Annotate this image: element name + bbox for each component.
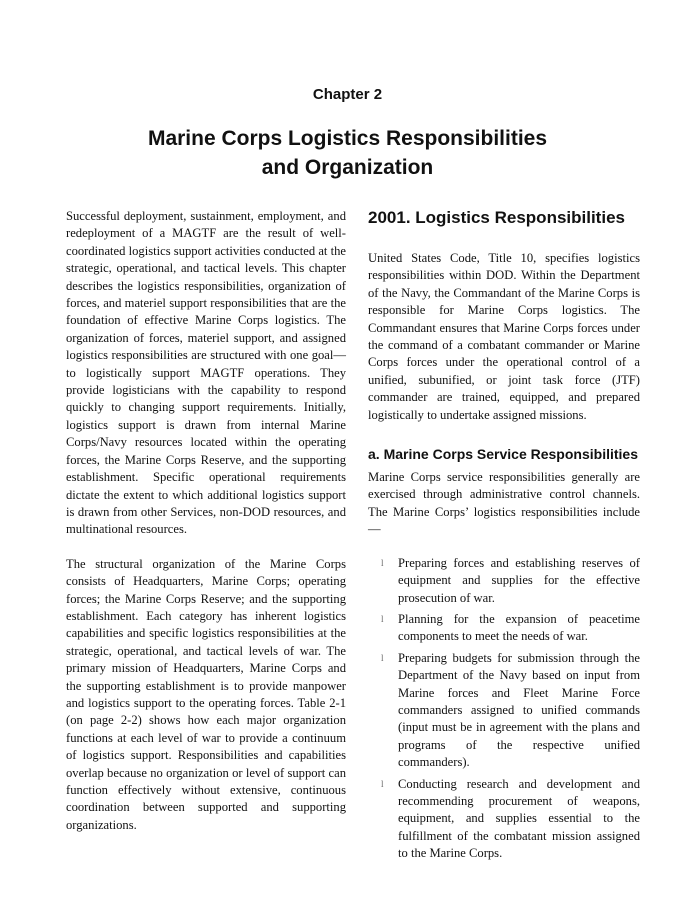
section-paragraph: United States Code, Title 10, specifies logistics responsibilities within DOD. Within the Department of the Navy, the Commandant of the Marine Corps is responsible for Marine Corps logistics. The Commandant ensures that Marine Corps forces under the command of a combatant commander or Marine Corps forces under the operational control of a unified, subunified, or joint task force (JTF) commander are trained, equipped, and prepared logistically to undertake assigned missions. (368, 251, 640, 422)
list-item (368, 650, 640, 772)
list-item (368, 611, 640, 646)
bullet-icon: l (381, 652, 384, 663)
list-item (368, 776, 640, 863)
subsection-paragraph: Marine Corps service responsibilities generally are exercised through administrative control channels. The Marine Corps’ logistics responsibilities include— (368, 470, 640, 537)
organization-paragraph: The structural organization of the Marine Corps consists of Headquarters, Marine Corps; operating forces; the Marine Corps Reserve; and the supporting establishment. Each category has inherent logistics capabilities and specific logistics responsibilities at the strategic, operational, and tactical levels of war. The primary mission of Headquarters, Marine Corps and the supporting establishment is to provide manpower and logistics support to the operating forces. Table 2-1 (on page 2-2) shows how each major organization functions at each level of war to provide a continuum of logistics support. Responsibilities and capabilities overlap because no organization or level of support can function effectively without extensive, continuous coordination between supported and supporting organizations. (66, 556, 346, 832)
responsibilities-list (368, 555, 640, 863)
list-item (368, 555, 640, 607)
list-item-text: Preparing forces and establishing reserves of equipment and supplies for the effective prosecution of war. (398, 555, 640, 605)
list-item-text: Conducting research and development and recommending procurement of weapons, equipment, and supplies essential to the fulfillment of the combatant mission assigned to the Marine Corps. (398, 776, 640, 861)
intro-paragraph: Successful deployment, sustainment, employment, and redeployment of a MAGTF are the result of well-coordinated logistics support activities conducted at the strategic, operational, and tactical levels. This chapter describes the logistics responsibilities, organization of forces, and materiel support responsibilities that are the foundation of effective Marine Corps logistics. The organization of forces, materiel support, and assigned logistics responsibilities are structured with one goal—to logistically support MAGTF operations. They provide logisticians with the capability to respond quickly to changing support requirements. Initially, logistics support is drawn from internal Marine Corps/Navy resources located within the operating forces, the Marine Corps Reserve, and the supporting establishment. Specific operational requirements dictate the extent to which additional logistics support is drawn from other Services, non-DOD resources, and multinational resources. (66, 209, 346, 537)
left-column (66, 208, 346, 834)
chapter-title-line-1: Marine Corps Logistics Responsibilities (147, 127, 548, 150)
chapter-title-line-2: and Organization (261, 156, 434, 179)
list-item-text: Preparing budgets for submission through the Department of the Navy based on input from Marine forces and Fleet Marine Force commanders assigned to unified commands (input must be in agreement with the plans and programs of the respective unified commanders). (398, 650, 640, 770)
subsection-heading: a. Marine Corps Service Responsibilities (368, 446, 638, 463)
right-column (368, 208, 640, 867)
section-heading: 2001. Logistics Responsibilities (368, 208, 625, 227)
chapter-label: Chapter 2 (312, 86, 383, 103)
bullet-icon: l (381, 557, 384, 568)
bullet-icon: l (381, 613, 384, 624)
bullet-icon: l (381, 778, 384, 789)
list-item-text: Planning for the expansion of peacetime components to meet the needs of war. (398, 611, 640, 644)
chapter-title (60, 124, 635, 182)
